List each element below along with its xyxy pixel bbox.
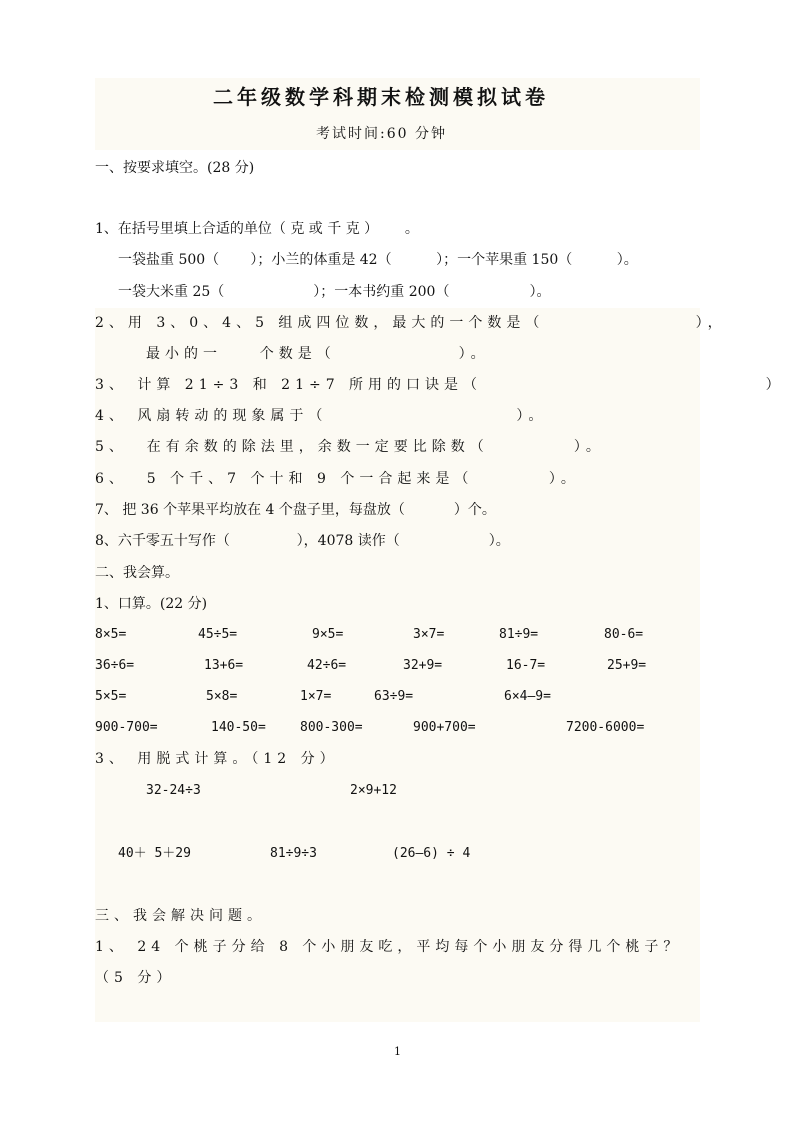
oral-item: 81÷9= [499,627,539,642]
question1-4: 4、 风扇转动的现象属于（ ）。 [95,408,548,424]
question1-1-line-a: 一袋盐重 500（ ）；小兰的体重是 42（ ）；一个苹果重 150（ ）。 [118,252,638,268]
step-calc-item: 32-24÷3 [146,783,201,798]
step-calc-item: 81÷9÷3 [270,846,317,861]
oral-item: 9×5= [312,627,344,642]
step-calc-item: (26—6) ÷ 4 [392,846,471,861]
question1-2-line-b: 最小的一 个数是（ ）。 [146,346,490,362]
oral-item: 5×8= [206,689,238,704]
page-number: 1 [394,1045,401,1058]
oral-item: 900-700= [95,720,158,735]
step-calc-item: 40＋ 5＋29 [118,846,191,861]
oral-item: 13+6= [204,658,244,673]
oral-item: 140-50= [211,720,266,735]
question1-2-line-a: 2、用 3、0、4、5 组成四位数，最大的一个数是（ ）， [95,315,727,331]
oral-calc-heading: 1、口算。(22 分) [95,596,208,612]
exam-time: 考试时间:60 分钟 [316,126,447,142]
question1-7: 7、 把 36 个苹果平均放在 4 个盘子里，每盘放（ ）个。 [95,502,496,518]
oral-item: 3×7= [413,627,445,642]
oral-item: 63÷9= [374,689,414,704]
oral-item: 6×4—9= [504,689,551,704]
step-calc-item: 2×9+12 [350,783,397,798]
oral-item: 800-300= [300,720,363,735]
oral-item: 7200-6000= [566,720,645,735]
section2-heading: 二、我会算。 [95,565,179,581]
oral-item: 5×5= [95,689,127,704]
oral-item: 900+700= [413,720,476,735]
section3-heading: 三、我会解决问题。 [95,908,266,924]
question1-5: 5、 在有余数的除法里，余数一定要比除数（ ）。 [95,439,605,455]
oral-item: 8×5= [95,627,127,642]
oral-item: 32+9= [403,658,443,673]
oral-item: 36÷6= [95,658,135,673]
question1-6: 6、 5 个千、7 个十和 9 个一合起来是（ ）。 [95,471,580,487]
question1-8: 8、六千零五十写作（ ），4078 读作（ ）。 [95,533,510,549]
oral-item: 42÷6= [307,658,347,673]
problem1-line-a: 1、 24 个桃子分给 8 个小朋友吃，平均每个小朋友分得几个桃子？ [95,939,683,955]
oral-item: 16-7= [506,658,546,673]
step-calc-heading: 3、 用脱式计算。（12 分） [95,751,339,767]
question1-1-line-b: 一袋大米重 25（ ）；一本书约重 200（ ）。 [118,284,551,300]
oral-item: 45÷5= [198,627,238,642]
oral-item: 25+9= [607,658,647,673]
problem1-line-b: （5 分） [95,970,176,986]
page-title: 二年级数学科期末检测模拟试卷 [213,85,549,109]
question1-1: 1、在括号里填上合适的单位（ 克 或 千 克 ） 。 [95,221,419,237]
oral-item: 80-6= [604,627,644,642]
question1-3: 3、 计算 21÷3 和 21÷7 所用的口诀是（ ） [95,377,785,393]
oral-item: 1×7= [300,689,332,704]
section1-heading: 一、按要求填空。(28 分) [95,160,255,176]
